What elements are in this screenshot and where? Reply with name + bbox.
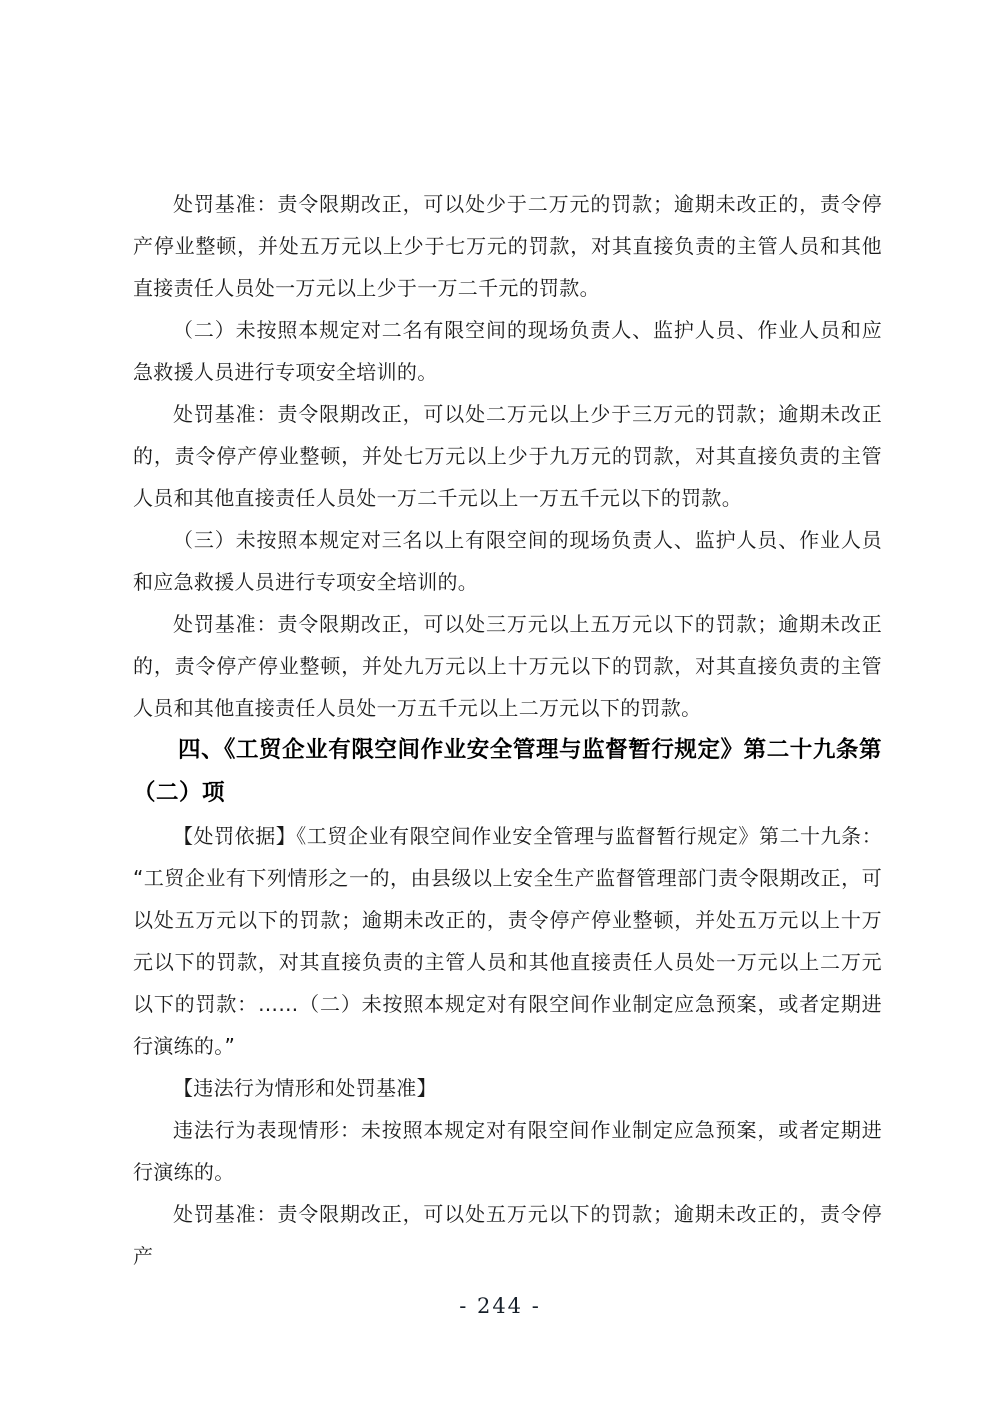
page-number: - 244 -	[459, 1294, 541, 1318]
paragraph-penalty-standard-3: 处罚基准：责令限期改正，可以处三万元以上五万元以下的罚款；逾期未改正的，责令停产停业整顿，并处九万元以上十万元以下的罚款，对其直接负责的主管人员和其他直接责任人员处一万五千元以上二万元以下的罚款。	[133, 612, 882, 720]
paragraph-penalty-standard-1: 处罚基准：责令限期改正，可以处少于二万元的罚款；逾期未改正的，责令停产停业整顿，并处五万元以上少于七万元的罚款，对其直接负责的主管人员和其他直接责任人员处一万元以上少于一万二千元的罚款。	[133, 192, 882, 300]
paragraph-label-violation-and-penalty: 【违法行为情形和处罚基准】	[173, 1076, 437, 1100]
paragraph-penalty-basis: 【处罚依据】《工贸企业有限空间作业安全管理与监督暂行规定》第二十九条：“工贸企业有下列情形之一的，由县级以上安全生产监督管理部门责令限期改正，可以处五万元以下的罚款；逾期未改正的，责令停产停业整顿，并处五万元以上十万元以下的罚款，对其直接负责的主管人员和其他直接责任人员处一万元以上二万元以下的罚款：……（二）未按照本规定对有限空间作业制定应急预案，或者定期进行演练的。”	[133, 824, 882, 1058]
paragraph-violation-item-2: （二）未按照本规定对二名有限空间的现场负责人、监护人员、作业人员和应急救援人员进行专项安全培训的。	[133, 318, 882, 384]
paragraph-violation-situation: 违法行为表现情形：未按照本规定对有限空间作业制定应急预案，或者定期进行演练的。	[133, 1118, 882, 1184]
section-heading: 四、《工贸企业有限空间作业安全管理与监督暂行规定》第二十九条第（二）项	[133, 737, 882, 806]
document-content	[133, 183, 882, 1277]
paragraph-penalty-standard-4: 处罚基准：责令限期改正，可以处五万元以下的罚款；逾期未改正的，责令停产	[133, 1202, 882, 1268]
paragraph-violation-item-3: （三）未按照本规定对三名以上有限空间的现场负责人、监护人员、作业人员和应急救援人员进行专项安全培训的。	[133, 528, 882, 594]
paragraph-penalty-standard-2: 处罚基准：责令限期改正，可以处二万元以上少于三万元的罚款；逾期未改正的，责令停产停业整顿，并处七万元以上少于九万元的罚款，对其直接负责的主管人员和其他直接责任人员处一万二千元以上一万五千元以下的罚款。	[133, 402, 882, 510]
